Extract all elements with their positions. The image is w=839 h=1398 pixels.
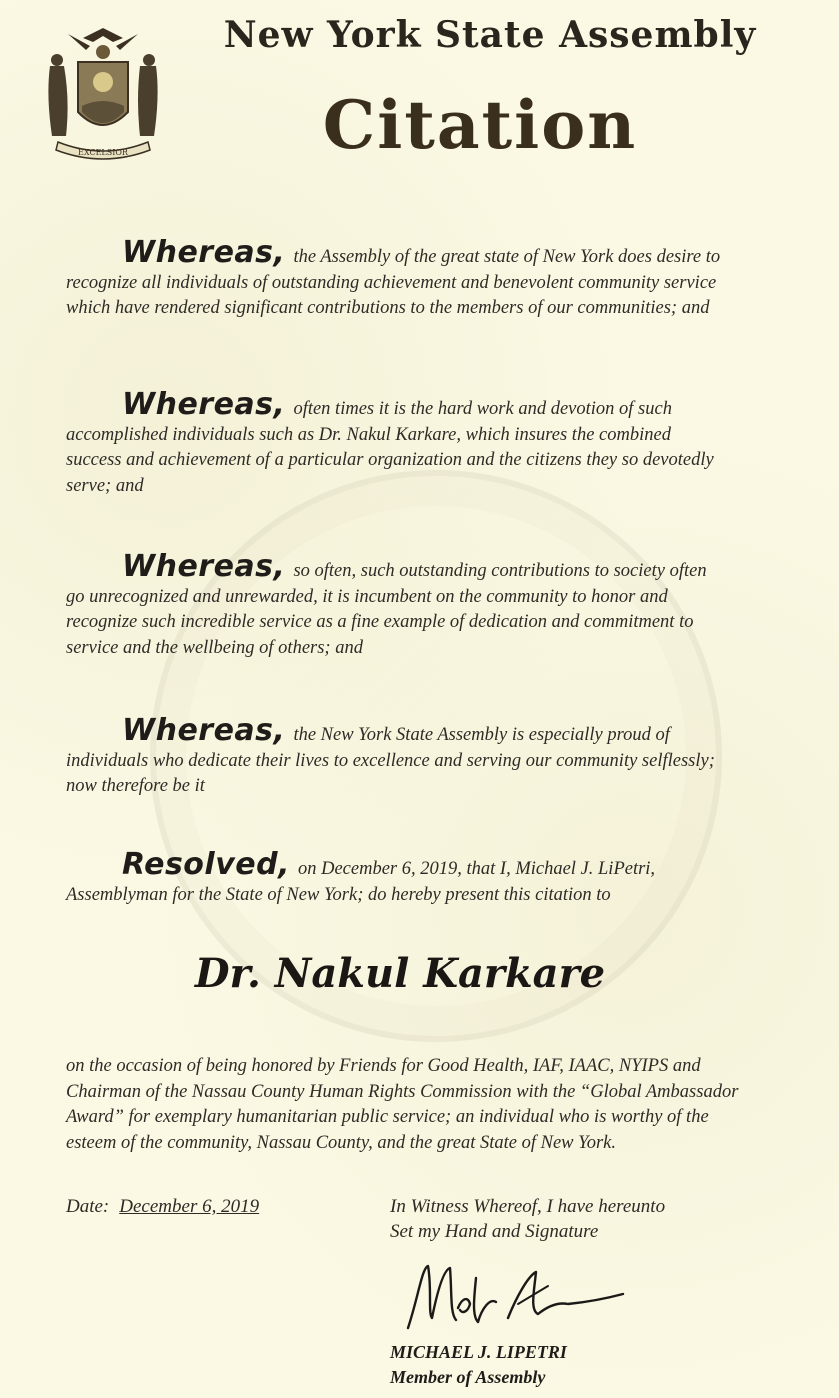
occasion-paragraph: on the occasion of being honored by Friends for Good Health, IAF, IAAC, NYIPS and Chairman of the Nassau County Human Rights Commission with the “Global Ambassador Award” for exemplary humanitarian public service; an individual who is worthy of the esteem of the community, Nassau County, and the great State of New York. [66, 1056, 739, 1153]
paragraph-text: on December 6, 2019, that I, Michael J. LiPetri, Assemblyman for the State of New York; do hereby present this citation to [66, 859, 656, 905]
paragraph-text: so often, such outstanding contributions to society often go unrecognized and unrewarded, it is incumbent on the community to honor and recognize such incredible service as a fine example of dedication and commitment to service and the wellbeing of others; and [66, 561, 707, 658]
witness-statement [390, 1194, 750, 1244]
witness-line-2: Set my Hand and Signature [390, 1221, 599, 1242]
paragraph-lead: Resolved, [122, 847, 290, 882]
date-label: Date: [66, 1196, 110, 1217]
paragraph-text: the New York State Assembly is especially proud of individuals who dedicate their lives to excellence and serving our community selflessly; now therefore be it [66, 725, 715, 796]
resolved-paragraph [66, 847, 726, 908]
handwritten-signature [398, 1258, 638, 1338]
paragraph-lead: Whereas, [122, 387, 286, 422]
signer-title: Member of Assembly [390, 1367, 546, 1387]
signer-block [390, 1340, 567, 1390]
new-york-state-seal-icon [28, 16, 178, 166]
seal-motto: EXCELSIOR [78, 148, 128, 157]
paragraph-text: the Assembly of the great state of New York does desire to recognize all individuals of outstanding achievement and benevolent community service which have rendered significant contributions to the members of our communities; and [66, 247, 721, 318]
witness-line-1: In Witness Whereof, I have hereunto [390, 1196, 666, 1217]
whereas-paragraph-1 [66, 235, 726, 322]
whereas-paragraph-3 [66, 549, 726, 661]
signer-name: MICHAEL J. LIPETRI [390, 1342, 567, 1362]
assembly-title: New York State Assembly [223, 14, 757, 56]
whereas-paragraph-2 [66, 387, 726, 499]
paragraph-text: often times it is the hard work and devotion of such accomplished individuals such as Dr. Nakul Karkare, which insures the combined success and achievement of a particular organization and the citizens they so devotedly serve; and [66, 399, 714, 496]
date-line [66, 1196, 259, 1218]
date-value: December 6, 2019 [119, 1196, 260, 1217]
honoree-name: Dr. Nakul Karkare [194, 950, 606, 997]
paragraph-lead: Whereas, [122, 713, 286, 748]
citation-heading: Citation [322, 86, 638, 164]
whereas-paragraph-4 [66, 713, 726, 800]
paragraph-lead: Whereas, [122, 235, 286, 270]
paragraph-lead: Whereas, [122, 549, 286, 584]
